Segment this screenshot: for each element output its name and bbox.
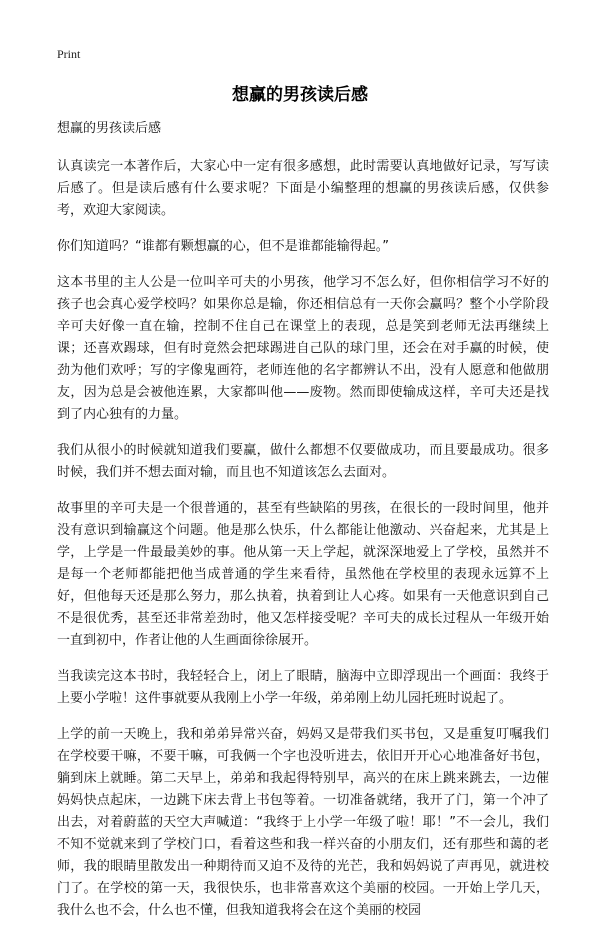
article-subtitle: 想赢的男孩读后感 xyxy=(57,121,162,136)
article-body xyxy=(57,120,549,936)
paragraph-intro: 认真读完一本著作后，大家心中一定有很多感想，此时需要认真地做好记录，写写读后感了。但是读后感有什么要求呢？下面是小编整理的想赢的男孩读后感，仅供参考，欢迎大家阅读。 xyxy=(57,159,549,218)
print-link[interactable]: Print xyxy=(57,47,81,61)
page-title: 想赢的男孩读后感 xyxy=(232,85,368,105)
paragraph-reflection: 当我读完这本书时，我轻轻合上，闭上了眼睛，脑海中立即浮现出一个画面：我终于上要小学啦！这件事就要从我刚上小学一年级，弟弟刚上幼儿园托班时说起了。 xyxy=(57,669,549,706)
paragraph-first-day: 上学的前一天晚上，我和弟弟异常兴奋，妈妈又是带我们买书包，又是重复叮嘱我们在学校要干嘛，不要干嘛，可我俩一个字也没听进去，依旧开开心心地准备好书包，躺到床上就睡。第二天早上，弟弟和我起得特别早，高兴的在床上跳来跳去，一边催妈妈快点起床，一边跳下床去背上书包等着。一切准备就绪，我开了门，第一个冲了出去，对着蔚蓝的天空大声喊道：“我终于上小学一年级了啦！耶！”不一会儿，我们不知不觉就来到了学校门口，看着这些和我一样兴奋的小朋友们，还有那些和蔼的老师，我的眼睛里散发出一种期待而又迫不及待的光芒，我和妈妈说了声再见，就进校门了。在学校的第一天，我很快乐，也非常喜欢这个美丽的校园。一开始上学几天，我什么也不会，什么也不懂，但我知道我将会在这个美丽的校园 xyxy=(57,727,549,918)
paragraph-protagonist: 这本书里的主人公是一位叫辛可夫的小男孩，他学习不怎么好，但你相信学习不好的孩子也会真心爱学校吗？如果你总是输，你还相信总有一天你会赢吗？整个小学阶段辛可夫好像一直在输，控制不住自己在课堂上的表现，总是笑到老师无法再继续上课；还喜欢踢球，但有时竟然会把球踢进自己队的球门里，还会在对手赢的时候，使劲为他们欢呼；写的字像鬼画符，老师连他的名字都辨认不出，没有人愿意和他做朋友，因为总是会被他连累，大家都叫他——废物。然而即使输成这样，辛可夫还是找到了内心独有的力量。 xyxy=(57,275,549,422)
paragraph-quote: 你们知道吗？“谁都有颗想赢的心，但不是谁都能输得起。” xyxy=(57,239,389,254)
paragraph-winning: 我们从很小的时候就知道我们要赢，做什么都想不仅要做成功，而且要最成功。很多时候，我们并不想去面对输，而且也不知道该怎么去面对。 xyxy=(57,443,549,480)
paragraph-story: 故事里的辛可夫是一个很普通的，甚至有些缺陷的男孩，在很长的一段时间里，他并没有意识到输赢这个问题。他是那么快乐，什么都能让他激动、兴奋起来，尤其是上学，上学是一件最最美妙的事。他从第一天上学起，就深深地爱上了学校，虽然并不是每一个老师都能把他当成普通的学生来看待，虽然他在学校里的表现永远算不上好，但他每天还是那么努力，那么执着，执着到让人心疼。如果有一天他意识到自己不是很优秀，甚至还非常差劲时，他又怎样接受呢？辛可夫的成长过程从一年级开始一直到初中，作者让他的人生画面徐徐展开。 xyxy=(57,501,549,648)
